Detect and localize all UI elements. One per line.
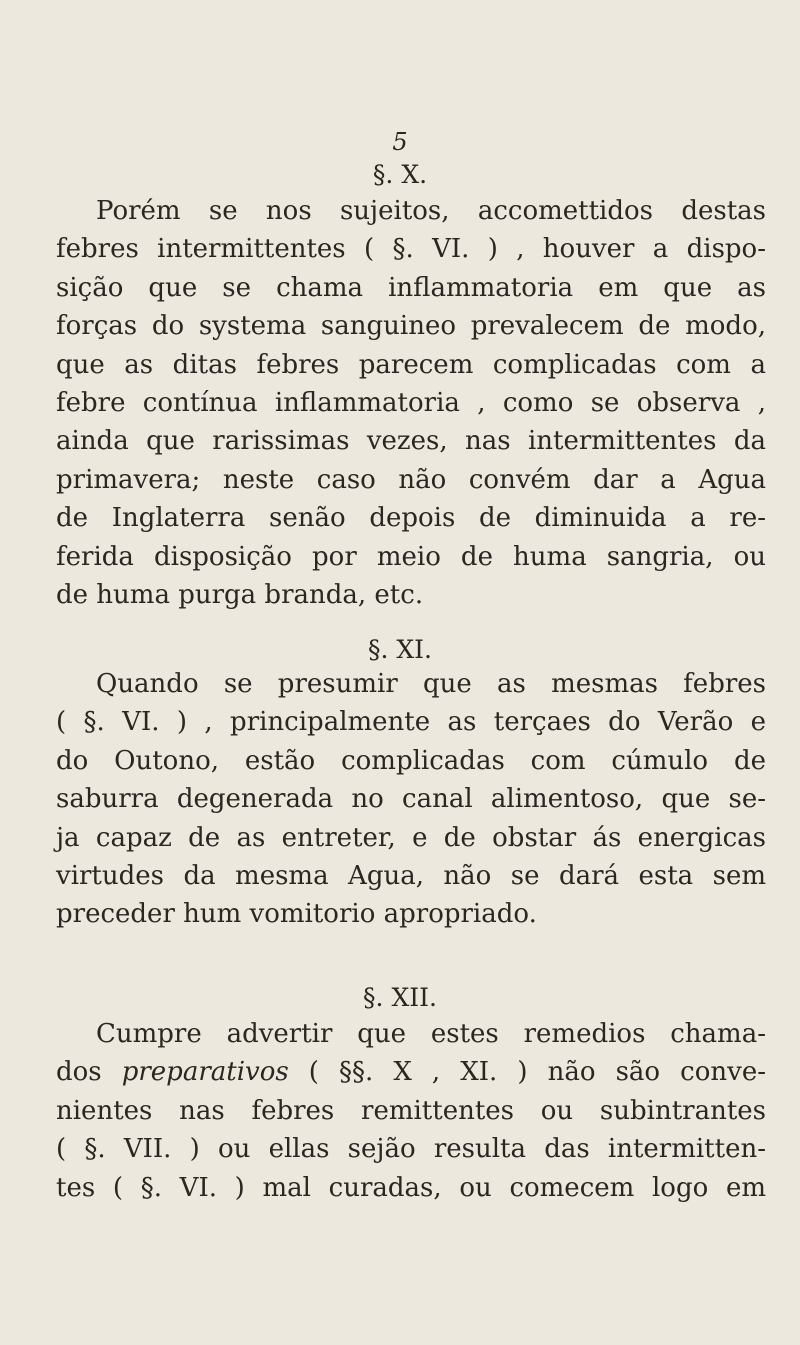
paragraph-section-xii bbox=[56, 1015, 766, 1207]
text-line: de huma purga branda, etc. bbox=[56, 580, 424, 611]
paragraph-section-x bbox=[56, 192, 766, 614]
text-line-mixed bbox=[56, 1053, 766, 1091]
section-heading-xi: §. XI. bbox=[367, 635, 432, 664]
text-line: do Outono, estão complicadas com cúmulo de bbox=[56, 745, 766, 776]
text-line: ja capaz de as entreter, e de obstar ás energicas bbox=[56, 822, 766, 853]
text-line: que as ditas febres parecem complicadas com a bbox=[56, 349, 766, 380]
text-line: tes ( §. VI. ) mal curadas, ou comecem logo em bbox=[56, 1172, 766, 1203]
text-line: ferida disposição por meio de huma sangria, ou bbox=[56, 541, 766, 572]
text-line: virtudes da mesma Agua, não se dará esta sem bbox=[56, 861, 766, 892]
text-line: Quando se presumir que as mesmas febres bbox=[96, 669, 766, 699]
text-line: sição que se chama inflammatoria em que as bbox=[56, 272, 766, 303]
text-fragment: ( §§. X , XI. ) não são conve- bbox=[308, 1057, 766, 1088]
section-heading-x: §. X. bbox=[372, 160, 428, 189]
text-line: nientes nas febres remittentes ou subintrantes bbox=[56, 1095, 766, 1126]
italic-term: preparativos bbox=[121, 1057, 289, 1088]
text-line: febres intermittentes ( §. VI. ) , houver a dispo- bbox=[56, 234, 766, 265]
text-line: Porém se nos sujeitos, accomettidos destas bbox=[96, 196, 766, 226]
text-line: ( §. VI. ) , principalmente as terçaes do Verão e bbox=[56, 707, 766, 738]
text-line: ainda que rarissimas vezes, nas intermittentes da bbox=[56, 426, 766, 457]
text-line: de Inglaterra senão depois de diminuida a re- bbox=[56, 503, 766, 534]
text-line: ( §. VII. ) ou ellas sejão resulta das intermitten- bbox=[56, 1134, 766, 1165]
paragraph-section-xi bbox=[56, 665, 766, 934]
text-line: preceder hum vomitorio apropriado. bbox=[56, 899, 537, 930]
page-number: 5 bbox=[392, 128, 408, 156]
text-line: febre contínua inflammatoria , como se observa , bbox=[56, 388, 766, 419]
section-heading-xii: §. XII. bbox=[363, 983, 437, 1012]
text-line: primavera; neste caso não convém dar a Agua bbox=[56, 464, 766, 495]
text-line: saburra degenerada no canal alimentoso, que se- bbox=[56, 784, 766, 815]
text-fragment: dos bbox=[56, 1057, 102, 1088]
text-line: Cumpre advertir que estes remedios chama- bbox=[96, 1019, 766, 1049]
text-line: forças do systema sanguineo prevalecem de modo, bbox=[56, 311, 766, 342]
